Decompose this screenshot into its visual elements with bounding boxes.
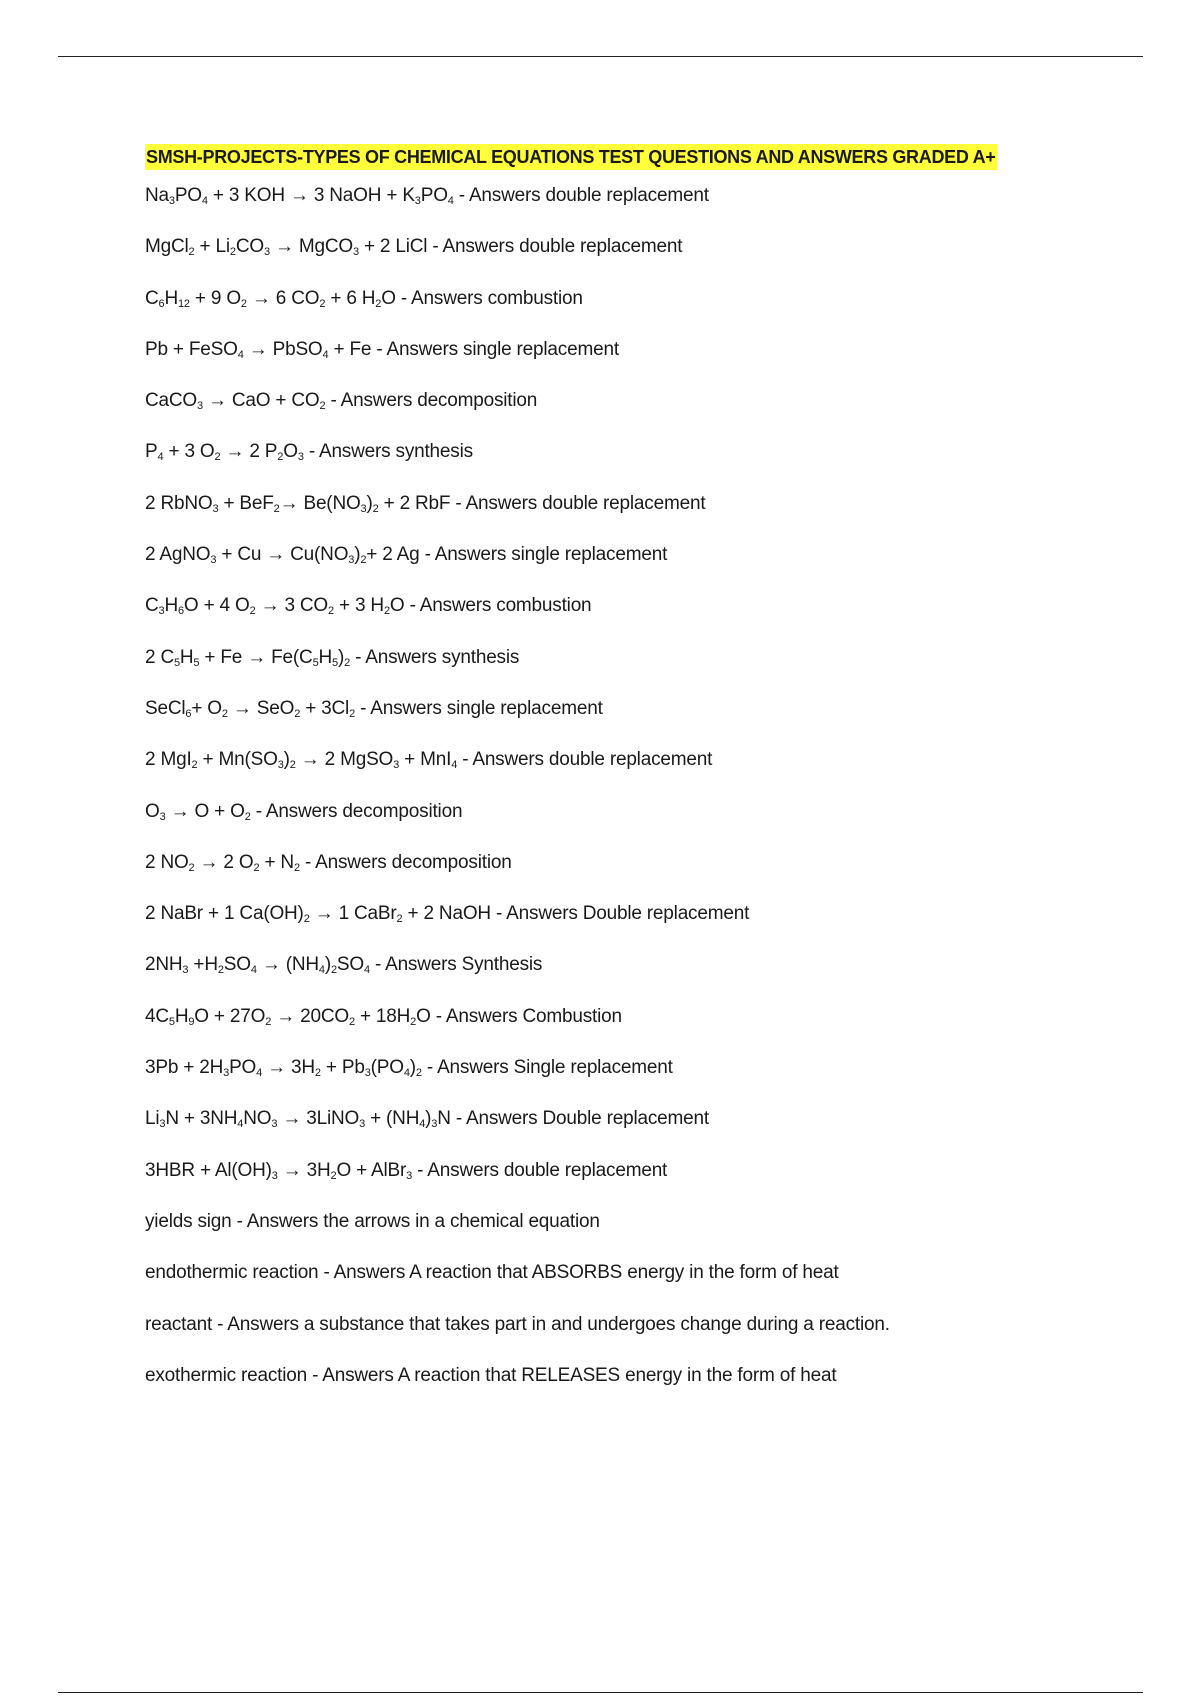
qa-line [145,529,1145,580]
qa-line [145,1145,1145,1196]
answer-text: Double replacement [542,1108,709,1130]
answer-text: Double replacement [582,903,750,925]
answer-text: double replacement [542,492,706,514]
question-text: endothermic reaction [145,1262,319,1284]
qa-line [145,170,1145,221]
qa-line [145,426,1145,477]
answer-separator: - Answers [450,492,543,514]
question-text: exothermic reaction [145,1364,307,1386]
answer-separator: - Answers [250,800,343,822]
answer-separator: - Answers [355,697,447,719]
top-rule [58,56,1143,57]
question-text: 2 RbNO$_3$ + $BeF_2\to Be(NO_3)_2 + 2$ RbF [145,492,451,515]
answer-text: decomposition [342,800,463,822]
qa-line [145,632,1145,683]
answer-separator: - Answers [430,1005,523,1027]
answer-text: double replacement [503,1159,668,1181]
answer-separator: - Answers [412,1159,504,1181]
question-text: $2NH_3 +H_2SO_4 \to (NH_4)_2SO_4$ [145,954,370,977]
answer-text: combustion [496,595,592,617]
qa-line [145,991,1145,1042]
answer-separator: - Answers [427,236,520,258]
answer-separator: - Answers [212,1313,304,1335]
qa-line [145,939,1145,990]
answer-separator: - Answers [395,287,488,309]
document-body [145,144,1145,1401]
answer-text: decomposition [417,390,538,412]
question-text: reactant [145,1313,213,1335]
answer-separator: - Answers [350,646,442,668]
answer-separator: - Answers [453,185,546,206]
question-text: CaCO$_3$ → CaO + $CO_2$ [145,390,326,413]
answer-text: decomposition [391,851,512,873]
answer-text: Combustion [522,1005,622,1027]
qa-line [145,683,1145,734]
question-text: $P_4 + 3$ $O_2 \to 2$ $P_2O_3$ [145,441,304,464]
qa-line [145,734,1145,785]
answer-text: a substance that takes part in and undergoes change during a reaction. [303,1313,890,1335]
qa-line [145,1093,1145,1144]
answer-text: single replacement [446,697,603,719]
answer-text: synthesis [441,646,520,668]
question-text: 2 $NO_2 \to 2$ $O_2 + N_2$ [145,851,300,874]
qa-line [145,786,1145,837]
question-text: Pb + FeSO$_4$ → PbSO$_4$ + Fe [145,338,372,361]
answer-separator: - Answers [325,390,418,412]
question-text: $Na_3PO_4 + 3$ KOH → 3 NaOH + $K_3PO_4$ [145,185,454,207]
answer-text: A reaction that RELEASES energy in the form of heat [397,1364,837,1386]
qa-line [145,1196,1145,1247]
qa-line [145,1299,1145,1350]
question-text: $C_3H_6O + 4$ $O_2 \to 3$ $CO_2 + 3$ $H_2O$ [145,595,405,618]
question-text: $3HBR + Al(OH)_3 \to 3H_2O$ + AlBr$_3$ [145,1159,413,1182]
answer-separator: - Answers [371,338,464,360]
answer-separator: - Answers [307,1364,398,1386]
qa-line [145,837,1145,888]
qa-line [145,1247,1145,1298]
qa-line [145,888,1145,939]
answer-separator: - Answers [419,544,512,566]
question-text: $3Pb + 2H_3PO_4 \to 3H_2 + Pb_3(PO_4)_2$ [145,1057,422,1080]
answer-text: Synthesis [461,954,543,976]
question-text: MgCl$_2$ + $Li_2CO_3$ → MgCO$_3$ + 2 LiCl [145,236,428,259]
answer-separator: - Answers [318,1262,410,1284]
answer-text: single replacement [463,338,619,360]
qa-line [145,1350,1145,1401]
answer-separator: - Answers [450,1108,543,1130]
question-text: $Li_3N + 3NH_4NO_3$ → 3LiNO$_3$ + $(NH_4)_3N$ [145,1108,451,1131]
answer-text: double replacement [548,749,713,771]
qa-line [145,1042,1145,1093]
answer-separator: - Answers [299,851,392,873]
answer-text: synthesis [395,441,473,463]
question-text: 2 $MgI_2 + Mn(SO_3)_2 \to 2$ MgSO$_3$ + MnI$_4$ [145,749,458,772]
document-title: SMSH-PROJECTS-TYPES OF CHEMICAL EQUATIONS TEST QUESTIONS AND ANSWERS GRADED A+ [145,144,997,170]
answer-text: A reaction that ABSORBS energy in the form of heat [409,1262,839,1284]
qa-list [145,170,1145,1401]
answer-separator: - Answers [231,1210,324,1232]
question-text: 2 NaBr + 1 $Ca(OH)_2 \to 1$ CaBr$_2$ + 2 NaOH [145,903,491,926]
qa-line [145,580,1145,631]
qa-line [145,375,1145,426]
bottom-rule [58,1692,1143,1693]
answer-text: combustion [487,287,583,309]
answer-text: the arrows in a chemical equation [323,1210,600,1232]
qa-line [145,478,1145,529]
answer-text: Single replacement [513,1057,673,1079]
answer-text: double replacement [519,236,683,258]
answer-text: single replacement [511,544,668,566]
question-text: 2 $C_5H_5 + Fe \to Fe(C_5H_5)_2$ [145,646,350,669]
question-text: yields sign [145,1210,232,1232]
question-text: 2 AgNO$_3$ + $Cu \to Cu(NO_3)_2+ 2$ Ag [145,544,420,567]
answer-text: double replacement [545,185,709,206]
answer-separator: - Answers [421,1057,514,1079]
answer-separator: - Answers [457,749,549,771]
answer-separator: - Answers [490,903,583,925]
answer-separator: - Answers [303,441,396,463]
answer-separator: - Answers [369,954,462,976]
answer-separator: - Answers [404,595,497,617]
question-text: $4C_5H_9O + 27O_2 \to 20CO_2 + 18H_2O$ [145,1005,431,1028]
question-text: $C_6H_{12} + 9$ $O_2 \to 6$ $CO_2 + 6$ $H_2O$ [145,287,396,310]
question-text: SeCl$_6$+ $O_2 \to SeO_2 + 3Cl_2$ [145,697,355,720]
qa-line [145,221,1145,272]
qa-line [145,324,1145,375]
question-text: $O_3 \to O + O_2$ [145,800,251,823]
qa-line [145,273,1145,324]
